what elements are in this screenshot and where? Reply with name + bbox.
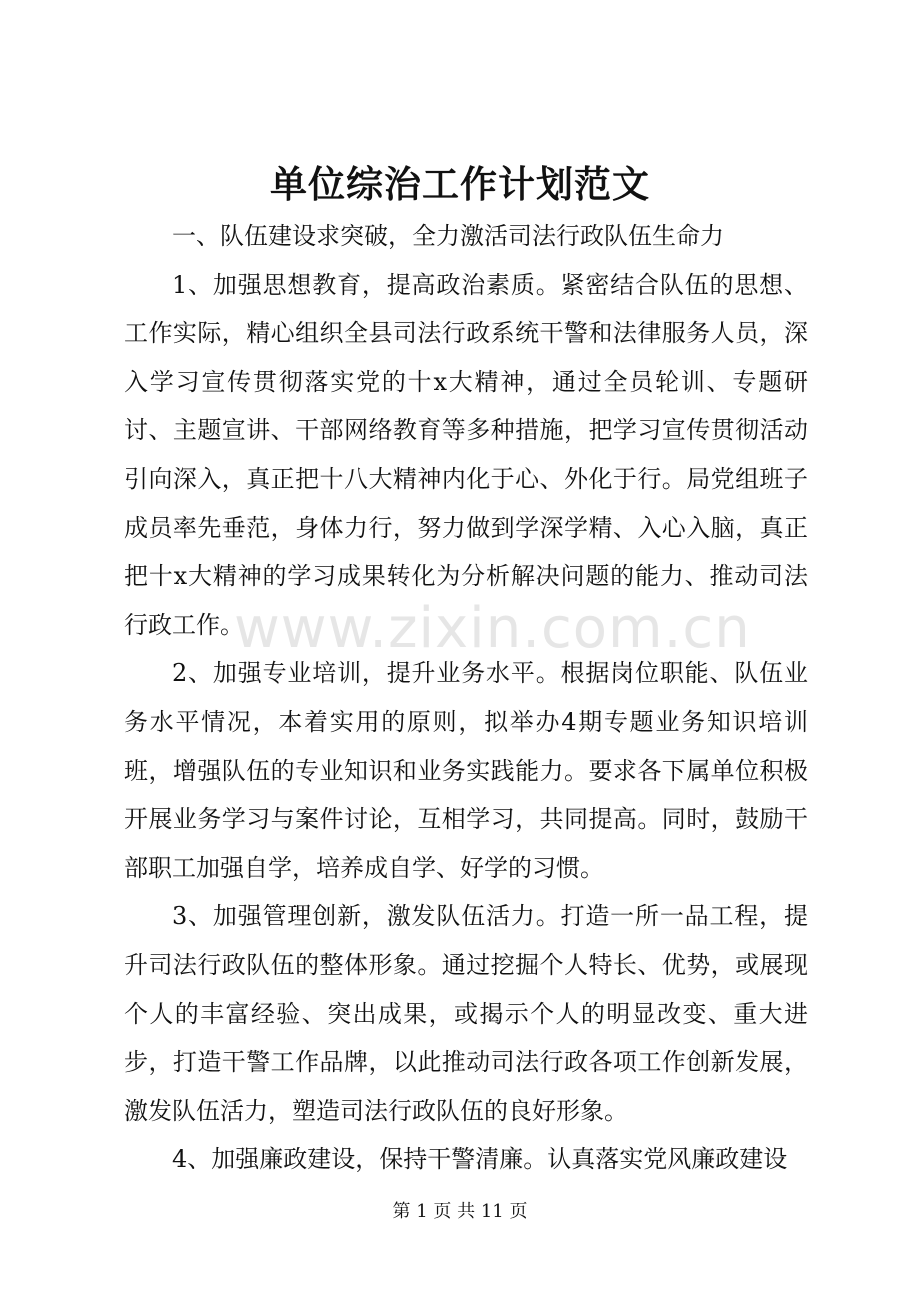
section-heading: 一、队伍建设求突破，全力激活司法行政队伍生命力 — [172, 222, 724, 250]
paragraph-1: 1、加强思想教育，提高政治素质。紧密结合队伍的思想、工作实际，精心组织全县司法行政系统干警和法律服务人员，深入学习宣传贯彻落实党的十x大精神，通过全员轮训、专题研讨、主题宣讲、干部网络教育等多种措施，把学习宣传贯彻活动引向深入，真正把十八大精神内化于心、外化于行。局党组班子成员率先垂范，身体力行，努力做到学深学精、入心入脑，真正把十x大精神的学习成果转化为分析解决问题的能力、推动司法行政工作。 — [124, 270, 808, 639]
paragraph-4: 4、加强廉政建设，保持干警清廉。认真落实党风廉政建设 — [172, 1145, 788, 1174]
watermark: www.zixin.com.cn — [234, 596, 751, 661]
paragraph-3: 3、加强管理创新，激发队伍活力。打造一所一品工程，提升司法行政队伍的整体形象。通过挖掘个人特长、优势，或展现个人的丰富经验、突出成果，或揭示个人的明显改变、重大进步，打造干警工作品牌，以此推动司法行政各项工作创新发展，激发队伍活力，塑造司法行政队伍的良好形象。 — [124, 902, 808, 1125]
page-footer: 第 1 页 共 11 页 — [392, 1201, 528, 1222]
document-body — [124, 212, 808, 1184]
document-title: 单位综治工作计划范文 — [270, 162, 650, 206]
paragraph-2: 2、加强专业培训，提升业务水平。根据岗位职能、队伍业务水平情况，本着实用的原则，拟举办4期专题业务知识培训班，增强队伍的专业知识和业务实践能力。要求各下属单位积极开展业务学习与案件讨论，互相学习，共同提高。同时，鼓励干部职工加强自学，培养成自学、好学的习惯。 — [124, 659, 808, 882]
